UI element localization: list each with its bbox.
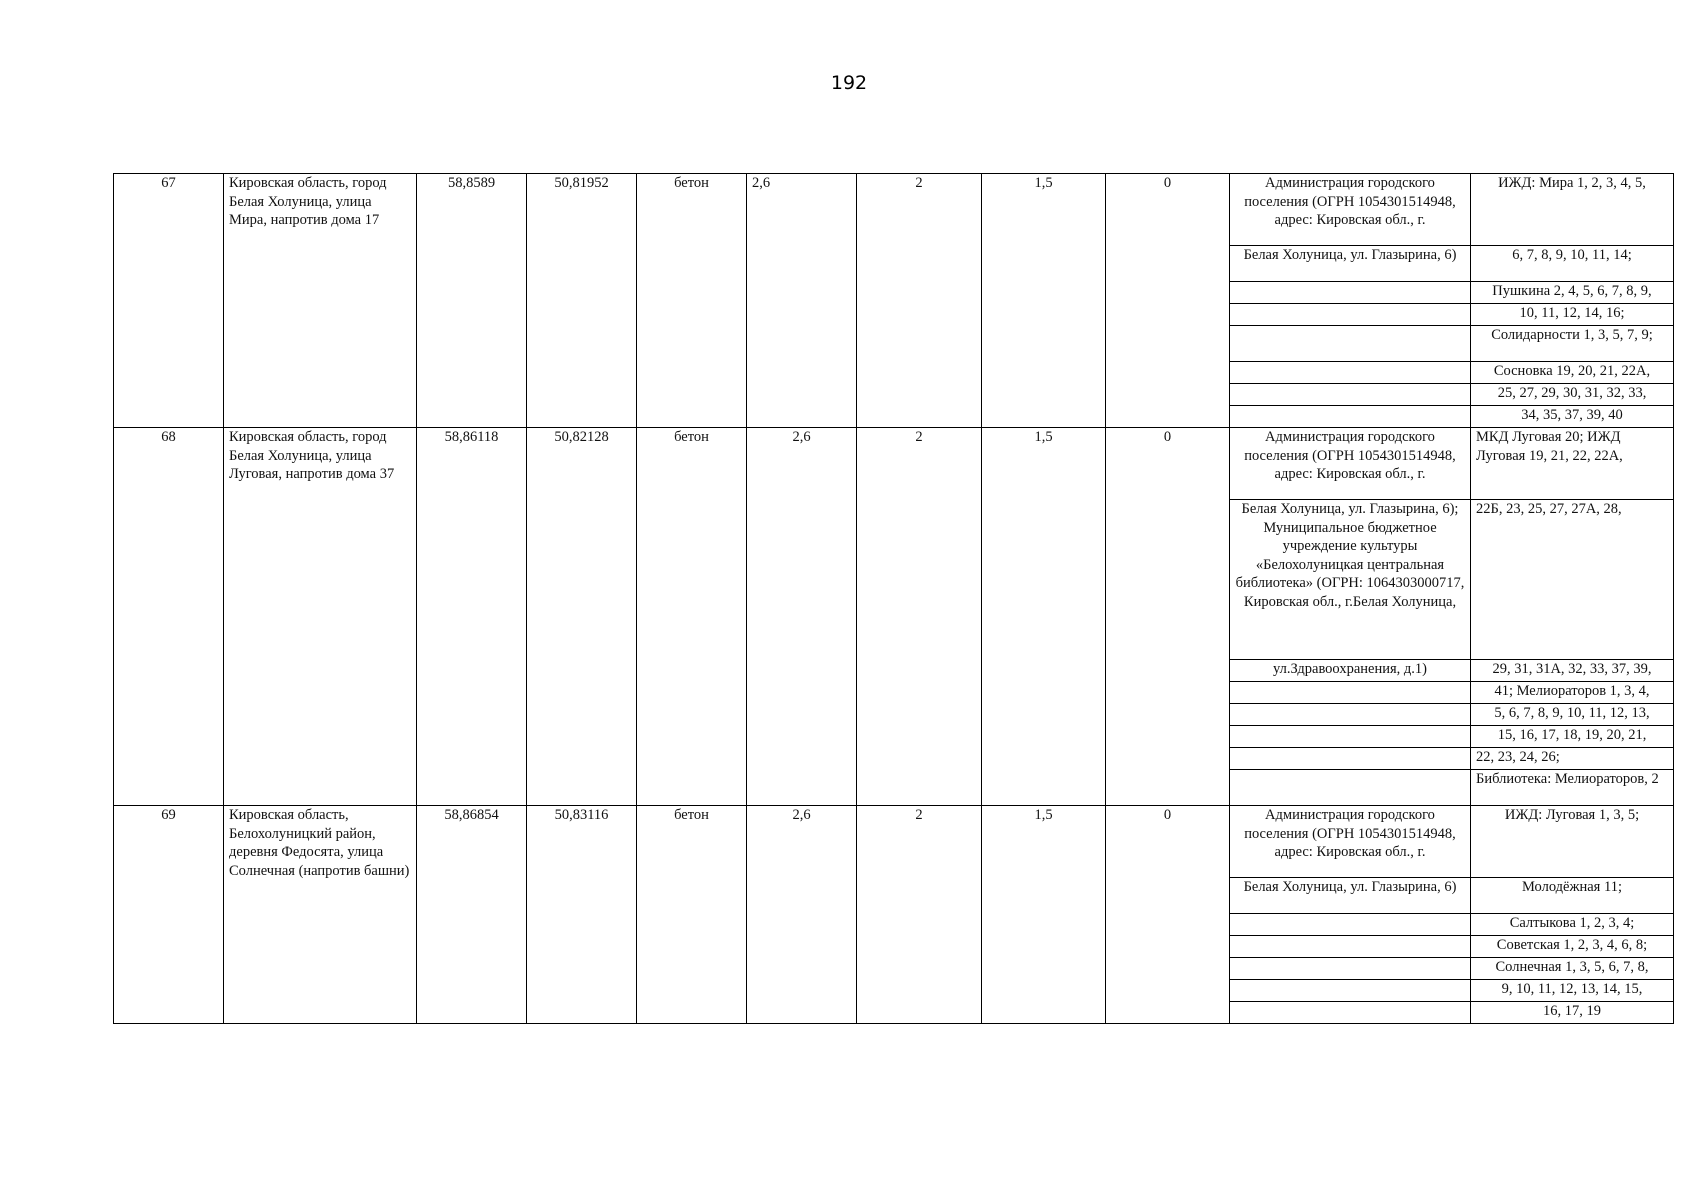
- row-number: 69: [114, 806, 224, 1024]
- separate-collection: 0: [1106, 806, 1230, 1024]
- site-area: 2,6: [747, 428, 857, 806]
- served-objects: Библиотека: Мелиораторов, 2: [1471, 770, 1674, 806]
- site-owner: [1230, 726, 1471, 748]
- site-address: Кировская область, город Белая Холуница, улица Луговая, напротив дома 37: [224, 428, 417, 806]
- served-objects: 15, 16, 17, 18, 19, 20, 21,: [1471, 726, 1674, 748]
- site-owner: Администрация городского поселения (ОГРН 1054301514948, адрес: Кировская обл., г.: [1230, 174, 1471, 246]
- site-owner: [1230, 770, 1471, 806]
- surface-type: бетон: [637, 806, 747, 1024]
- surface-type: бетон: [637, 428, 747, 806]
- site-owner: Администрация городского поселения (ОГРН 1054301514948, адрес: Кировская обл., г.: [1230, 428, 1471, 500]
- served-objects: 16, 17, 19: [1471, 1002, 1674, 1024]
- site-area: 2,6: [747, 806, 857, 1024]
- container-count: 2: [857, 428, 982, 806]
- served-objects: 6, 7, 8, 9, 10, 11, 14;: [1471, 246, 1674, 282]
- site-owner: [1230, 1002, 1471, 1024]
- served-objects: 29, 31, 31А, 32, 33, 37, 39,: [1471, 660, 1674, 682]
- container-count: 2: [857, 806, 982, 1024]
- site-owner: Белая Холуница, ул. Глазырина, 6): [1230, 246, 1471, 282]
- served-objects: Сосновка 19, 20, 21, 22А,: [1471, 362, 1674, 384]
- container-sites-table: [113, 173, 1674, 1024]
- site-area: 2,6: [747, 174, 857, 428]
- served-objects: ИЖД: Луговая 1, 3, 5;: [1471, 806, 1674, 878]
- table-row: [114, 806, 1674, 878]
- served-objects: Солнечная 1, 3, 5, 6, 7, 8,: [1471, 958, 1674, 980]
- served-objects: Пушкина 2, 4, 5, 6, 7, 8, 9,: [1471, 282, 1674, 304]
- site-owner: ул.Здравоохранения, д.1): [1230, 660, 1471, 682]
- served-objects: Солидарности 1, 3, 5, 7, 9;: [1471, 326, 1674, 362]
- page-number: 192: [830, 72, 868, 94]
- served-objects: 5, 6, 7, 8, 9, 10, 11, 12, 13,: [1471, 704, 1674, 726]
- site-owner: [1230, 936, 1471, 958]
- served-objects: 41; Мелиораторов 1, 3, 4,: [1471, 682, 1674, 704]
- site-owner: [1230, 406, 1471, 428]
- served-objects: 22, 23, 24, 26;: [1471, 748, 1674, 770]
- site-owner: [1230, 980, 1471, 1002]
- site-owner: [1230, 362, 1471, 384]
- served-objects: Молодёжная 11;: [1471, 878, 1674, 914]
- separate-collection: 0: [1106, 174, 1230, 428]
- latitude: 58,8589: [417, 174, 527, 428]
- site-address: Кировская область, город Белая Холуница, улица Мира, напротив дома 17: [224, 174, 417, 428]
- longitude: 50,81952: [527, 174, 637, 428]
- site-owner: [1230, 958, 1471, 980]
- surface-type: бетон: [637, 174, 747, 428]
- site-owner: Администрация городского поселения (ОГРН 1054301514948, адрес: Кировская обл., г.: [1230, 806, 1471, 878]
- served-objects: 34, 35, 37, 39, 40: [1471, 406, 1674, 428]
- container-count: 2: [857, 174, 982, 428]
- site-owner: [1230, 326, 1471, 362]
- served-objects: 22Б, 23, 25, 27, 27А, 28,: [1471, 500, 1674, 660]
- table-row: [114, 428, 1674, 500]
- latitude: 58,86118: [417, 428, 527, 806]
- longitude: 50,82128: [527, 428, 637, 806]
- served-objects: 25, 27, 29, 30, 31, 32, 33,: [1471, 384, 1674, 406]
- site-owner: [1230, 914, 1471, 936]
- site-owner: [1230, 304, 1471, 326]
- container-volume: 1,5: [982, 428, 1106, 806]
- site-address: Кировская область, Белохолуницкий район, деревня Федосята, улица Солнечная (напротив башни): [224, 806, 417, 1024]
- site-owner: [1230, 282, 1471, 304]
- served-objects: 10, 11, 12, 14, 16;: [1471, 304, 1674, 326]
- served-objects: ИЖД: Мира 1, 2, 3, 4, 5,: [1471, 174, 1674, 246]
- served-objects: Советская 1, 2, 3, 4, 6, 8;: [1471, 936, 1674, 958]
- container-volume: 1,5: [982, 806, 1106, 1024]
- longitude: 50,83116: [527, 806, 637, 1024]
- site-owner: [1230, 682, 1471, 704]
- site-owner: [1230, 384, 1471, 406]
- served-objects: Салтыкова 1, 2, 3, 4;: [1471, 914, 1674, 936]
- site-owner: [1230, 704, 1471, 726]
- site-owner: [1230, 748, 1471, 770]
- site-owner: Белая Холуница, ул. Глазырина, 6); Муниципальное бюджетное учреждение культуры «Белохолуницкая центральная библиотека» (ОГРН: 1064303000717, Кировская обл., г.Белая Холуница,: [1230, 500, 1471, 660]
- site-owner: Белая Холуница, ул. Глазырина, 6): [1230, 878, 1471, 914]
- served-objects: 9, 10, 11, 12, 13, 14, 15,: [1471, 980, 1674, 1002]
- container-volume: 1,5: [982, 174, 1106, 428]
- latitude: 58,86854: [417, 806, 527, 1024]
- row-number: 68: [114, 428, 224, 806]
- separate-collection: 0: [1106, 428, 1230, 806]
- table-row: [114, 174, 1674, 246]
- served-objects: МКД Луговая 20; ИЖД Луговая 19, 21, 22, 22А,: [1471, 428, 1674, 500]
- row-number: 67: [114, 174, 224, 428]
